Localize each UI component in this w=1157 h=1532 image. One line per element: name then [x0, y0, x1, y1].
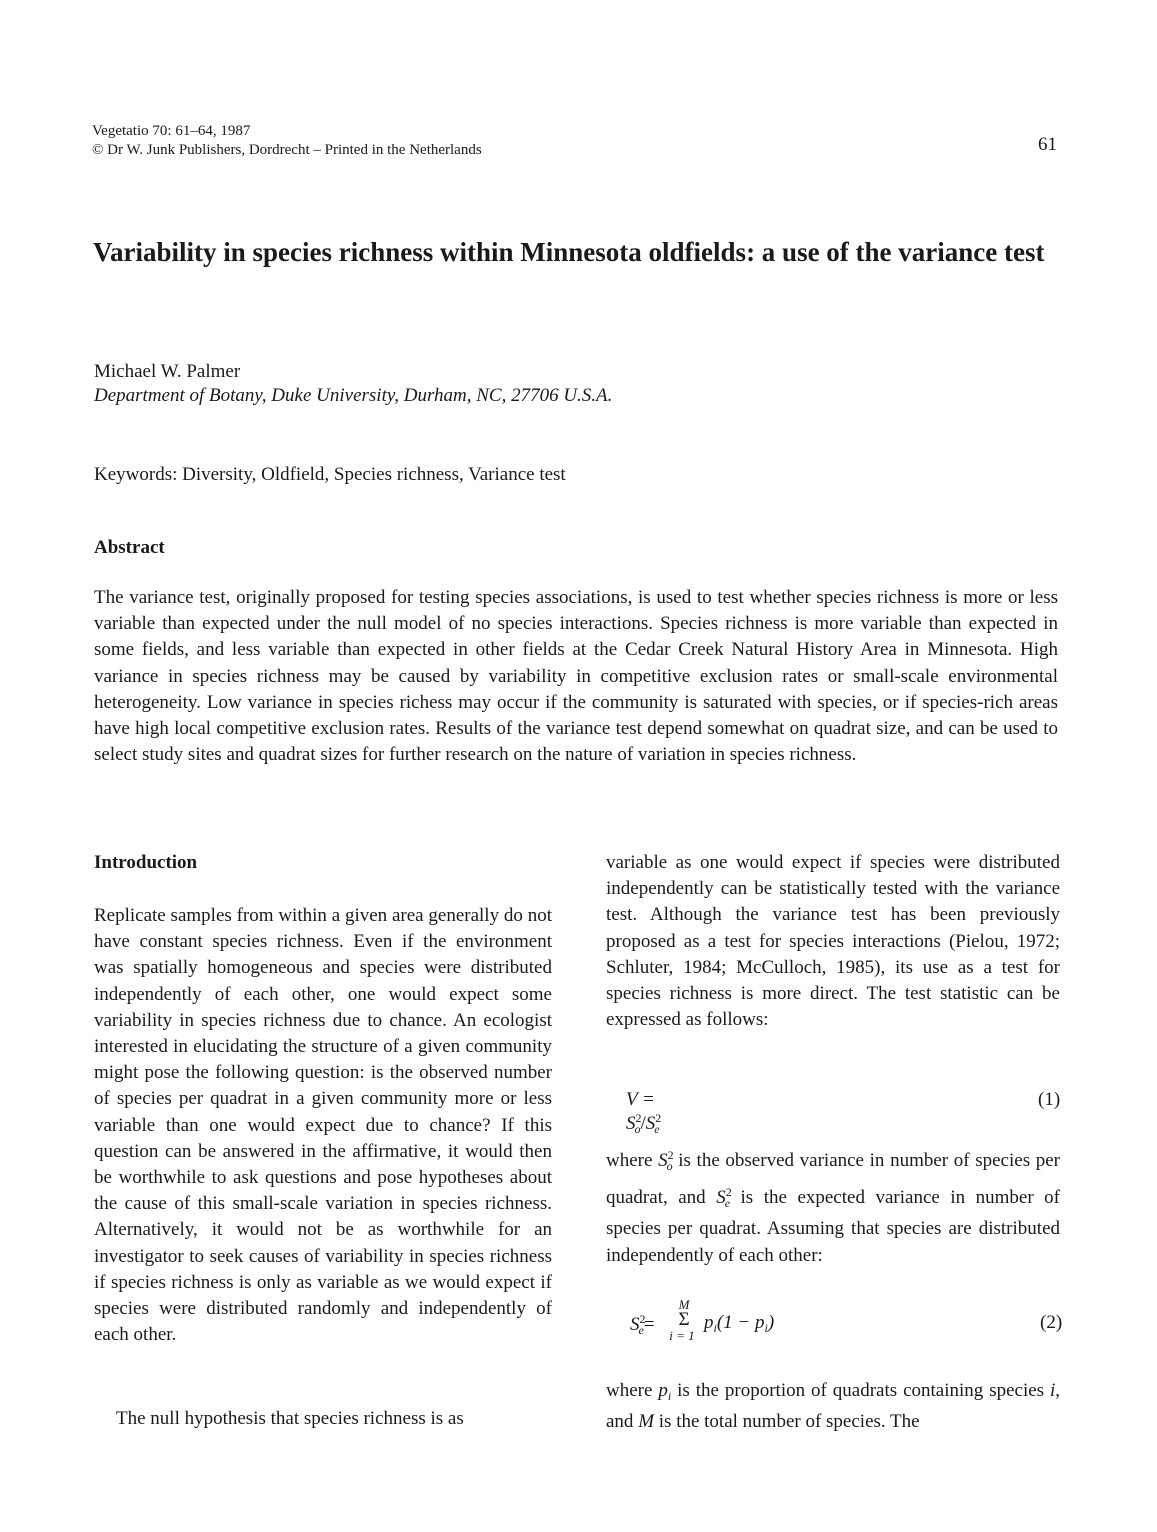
equation-2-number: (2): [1040, 1312, 1063, 1333]
keywords: Keywords: Diversity, Oldfield, Species richness, Variance test: [94, 464, 566, 485]
journal-header: [92, 122, 482, 160]
equation-1-number: (1): [1038, 1089, 1061, 1110]
equation-1: $V = S^2_o/S^2_e$: [626, 1089, 662, 1136]
intro-paragraph-right-3: where $p_i$ is the proportion of quadrats containing species i, and M is the total number of species. The: [606, 1380, 1061, 1433]
intro-paragraph-right-1: variable as one would expect if species were distributed independently can be statistically tested with the variance test. Although the variance test has been previously proposed as a test for species interactions (Pielou, 1972; Schluter, 1984; McCulloch, 1985), its use as a test for species richness is more direct. The test statistic can be expressed as follows:: [606, 852, 1060, 1031]
journal-citation: Vegetatio 70: 61–64, 1987: [92, 123, 251, 139]
introduction-heading: Introduction: [94, 852, 198, 873]
sigma-summation: M Σ i = 1: [669, 1297, 695, 1343]
intro-paragraph-2: The null hypothesis that species richness is as: [116, 1408, 464, 1429]
page-number: 61: [1038, 134, 1057, 155]
publisher-line: © Dr W. Junk Publishers, Dordrecht – Printed in the Netherlands: [92, 142, 482, 158]
author-name: Michael W. Palmer: [94, 361, 241, 382]
intro-paragraph-right-2: where $S^2_o$ is the observed variance in number of species per quadrat, and $S^2_e$ is the expected variance in number of species per quadrat. Assuming that species are distributed independently of each other:: [606, 1148, 1061, 1266]
equation-2-term: $p_i(1 - p_i)$: [704, 1312, 775, 1335]
abstract-text: The variance test, originally proposed for testing species associations, is used to test whether species richness is more or less variable than expected under the null model of no species interactions. Species richness is more variable than expected in some fields, and less variable than expected in other fields at the Cedar Creek Natural History Area in Minnesota. High variance in species richness may be caused by variability in competitive exclusion rates or small-scale environmental heterogeneity. Low variance in species richess may occur if the community is saturated with species, or if species-rich areas have high local competitive exclusion rates. Results of the variance test depend somewhat on quadrat size, and can be used to select study sites and quadrat sizes for further research on the nature of variation in species richness.: [94, 587, 1058, 766]
author-affiliation: Department of Botany, Duke University, Durham, NC, 27706 U.S.A.: [94, 385, 613, 406]
intro-paragraph-1: Replicate samples from within a given area generally do not have constant species richness. Even if the environment was spatially homogeneous and species were distributed independently of each other, one would expect some variability in species richness due to chance. An ecologist interested in elucidating the structure of a given community might pose the following question: is the observed number of species per quadrat in a given community more or less variable than one would expect due to chance? If this question can be answered in the affirmative, it would then be worthwhile to ask questions and pose hypotheses about the cause of this small-scale variation in species richness. Alternatively, it would not be as worthwhile for an investigator to seek causes of variability in species richness if species richness is only as variable as we would expect if species were distributed randomly and independently of each other.: [94, 905, 552, 1346]
paper-title: Variability in species richness within Minnesota oldfields: a use of the variance test: [93, 237, 1045, 267]
abstract-heading: Abstract: [94, 537, 165, 558]
equation-2: $S^2_e=$: [630, 1312, 655, 1337]
